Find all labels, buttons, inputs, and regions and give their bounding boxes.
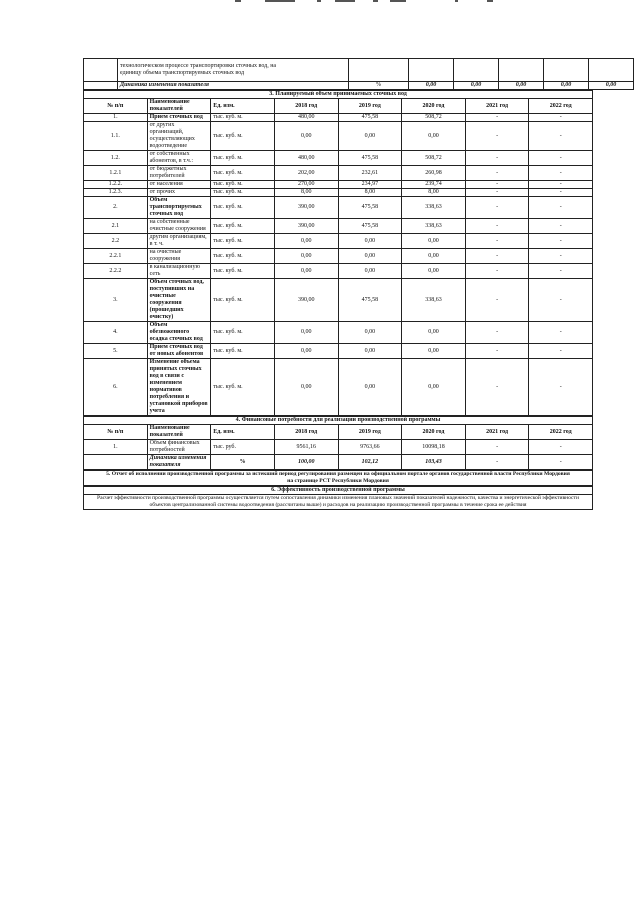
row-2022: - — [529, 181, 593, 189]
header-name: Наименование показателей — [147, 99, 211, 114]
row-2018: 390,00 — [274, 197, 338, 219]
table-row — [84, 114, 593, 122]
row-2021: - — [465, 151, 529, 166]
table-row — [84, 249, 593, 264]
row-2018: 0,00 — [274, 122, 338, 151]
header-2019: 2019 год — [338, 425, 402, 440]
row-2020: 338,63 — [402, 279, 466, 322]
row-2020: 8,00 — [402, 189, 466, 197]
row-2021: - — [465, 264, 529, 279]
row-2022: - — [529, 151, 593, 166]
row-2020: 239,74 — [402, 181, 466, 189]
row-2018: 390,00 — [274, 279, 338, 322]
row-2020: 10098,18 — [402, 440, 466, 455]
row-num: 1.2.2. — [84, 181, 148, 189]
header-2021: 2021 год — [465, 99, 529, 114]
section3-title: 3. Планируемый объем принимаемых сточных вод — [84, 91, 593, 99]
section3-rows — [84, 114, 593, 416]
header-2018: 2018 год — [274, 425, 338, 440]
row-2018: 480,00 — [274, 151, 338, 166]
table-row — [84, 344, 593, 359]
header-2018: 2018 год — [274, 99, 338, 114]
top-dyn-val: 0,00 — [454, 82, 499, 90]
row-name: Прием сточных вод — [147, 114, 211, 122]
row-2018: 480,00 — [274, 114, 338, 122]
table-row — [84, 166, 593, 181]
row-2022: - — [529, 440, 593, 455]
table-row — [84, 122, 593, 151]
header-name: Наименование показателей — [147, 425, 211, 440]
row-2021: - — [465, 122, 529, 151]
row-unit: тыс. куб. м. — [211, 344, 275, 359]
top-dyn-val: 0,00 — [589, 82, 634, 90]
section6-table — [83, 486, 593, 510]
row-2020: 508,72 — [402, 114, 466, 122]
row-2021: - — [465, 359, 529, 416]
row-2020: 338,63 — [402, 219, 466, 234]
header-2021: 2021 год — [465, 425, 529, 440]
row-unit: тыс. куб. м. — [211, 249, 275, 264]
row-num: 1. — [84, 114, 148, 122]
row-2018: 0,00 — [274, 234, 338, 249]
header-2020: 2020 год — [402, 99, 466, 114]
row-2021: - — [465, 219, 529, 234]
row-2019: 475,58 — [338, 114, 402, 122]
row-2022: - — [529, 322, 593, 344]
row-name: на собственные очистные сооружения — [147, 219, 211, 234]
row-name: от прочих — [147, 189, 211, 197]
row-2019: 475,58 — [338, 151, 402, 166]
row-unit: тыс. руб. — [211, 440, 275, 455]
row-name: Объем транспортируемых сточных вод — [147, 197, 211, 219]
row-2019: 475,58 — [338, 279, 402, 322]
row-num: 1. — [84, 440, 148, 455]
table-row — [84, 359, 593, 416]
row-2021: - — [465, 279, 529, 322]
section4-title: 4. Финансовые потребности для реализации производственной программы — [84, 417, 593, 425]
row-2018: 0,00 — [274, 359, 338, 416]
row-2020: 0,00 — [402, 344, 466, 359]
row-2021: - — [465, 189, 529, 197]
row-num: 2.2.2 — [84, 264, 148, 279]
section6-title: 6. Эффективность производственной программы — [84, 487, 593, 495]
dynamics-2018: 100,00 — [274, 455, 338, 470]
row-name: от населения — [147, 181, 211, 189]
row-2018: 390,00 — [274, 219, 338, 234]
row-name: от бюджетных потребителей — [147, 166, 211, 181]
row-2018: 0,00 — [274, 264, 338, 279]
row-2022: - — [529, 359, 593, 416]
row-2020: 0,00 — [402, 234, 466, 249]
row-num: 5. — [84, 344, 148, 359]
row-2021: - — [465, 440, 529, 455]
row-unit: тыс. куб. м. — [211, 322, 275, 344]
row-2019: 234,97 — [338, 181, 402, 189]
row-2022: - — [529, 279, 593, 322]
top-fragment-table — [83, 58, 634, 90]
row-2022: - — [529, 189, 593, 197]
row-name: от собственных абонентов, в т.ч.: — [147, 151, 211, 166]
table-row — [84, 234, 593, 249]
row-2019: 0,00 — [338, 344, 402, 359]
table-row — [84, 151, 593, 166]
row-unit: тыс. куб. м. — [211, 359, 275, 416]
row-2019: 0,00 — [338, 249, 402, 264]
table-row — [84, 189, 593, 197]
row-2022: - — [529, 344, 593, 359]
row-2021: - — [465, 322, 529, 344]
dynamics-2022: - — [529, 455, 593, 470]
header-2022: 2022 год — [529, 99, 593, 114]
row-num: 1.1. — [84, 122, 148, 151]
row-2018: 270,00 — [274, 181, 338, 189]
row-2019: 0,00 — [338, 322, 402, 344]
row-2018: 0,00 — [274, 249, 338, 264]
row-num: 2.2.1 — [84, 249, 148, 264]
row-2019: 9763,66 — [338, 440, 402, 455]
section6-text: Расчет эффективности производственной программы осуществляется путем сопоставления динамики изменения плановых значений показателей надежности, качества и энергетической эффективности объектов централизованной системы водоотведения (рассчитаны выше) и расходов на реализацию производственной программы в течение срока ее действия — [84, 495, 593, 510]
row-unit: тыс. куб. м. — [211, 219, 275, 234]
row-2021: - — [465, 197, 529, 219]
header-2020: 2020 год — [402, 425, 466, 440]
row-num: 2. — [84, 197, 148, 219]
row-2020: 0,00 — [402, 122, 466, 151]
row-num: 3. — [84, 279, 148, 322]
row-2019: 232,61 — [338, 166, 402, 181]
row-unit: тыс. куб. м. — [211, 197, 275, 219]
row-unit: тыс. куб. м. — [211, 189, 275, 197]
row-num: 1.2.1 — [84, 166, 148, 181]
dynamics-2020: 103,43 — [402, 455, 466, 470]
row-num: 4. — [84, 322, 148, 344]
row-name: другим организациям, в т. ч. — [147, 234, 211, 249]
table-row — [84, 219, 593, 234]
section5-table — [83, 470, 593, 486]
table-row — [84, 322, 593, 344]
section3-table — [83, 90, 593, 416]
row-2022: - — [529, 219, 593, 234]
row-2020: 0,00 — [402, 322, 466, 344]
table-row — [84, 197, 593, 219]
top-dynamics-unit: % — [349, 82, 409, 90]
section4-table — [83, 416, 593, 470]
row-name: Объем обезвоженного осадка сточных вод — [147, 322, 211, 344]
row-name: от других организаций, осуществляющих водоотведение — [147, 122, 211, 151]
row-2018: 0,00 — [274, 344, 338, 359]
table-row — [84, 279, 593, 322]
scan-artifacts — [225, 0, 525, 4]
row-2018: 0,00 — [274, 322, 338, 344]
row-name: на очистные сооружения — [147, 249, 211, 264]
row-2020: 338,63 — [402, 197, 466, 219]
row-unit: тыс. куб. м. — [211, 279, 275, 322]
row-2019: 0,00 — [338, 122, 402, 151]
row-unit: тыс. куб. м. — [211, 264, 275, 279]
header-2019: 2019 год — [338, 99, 402, 114]
row-2019: 8,00 — [338, 189, 402, 197]
header-unit: Ед. изм. — [211, 99, 275, 114]
row-2021: - — [465, 234, 529, 249]
dynamics-name: Динамика изменения показателя — [147, 455, 211, 470]
row-unit: тыс. куб. м. — [211, 114, 275, 122]
row-name: Объем финансовых потребностей — [147, 440, 211, 455]
row-num: 6. — [84, 359, 148, 416]
row-2021: - — [465, 344, 529, 359]
dynamics-2019: 102,12 — [338, 455, 402, 470]
row-2022: - — [529, 264, 593, 279]
row-2022: - — [529, 197, 593, 219]
row-num: 2.2 — [84, 234, 148, 249]
top-intro-line1: технологическом процессе транспортировки сточных вод, на — [120, 63, 277, 69]
row-2020: 0,00 — [402, 359, 466, 416]
section5-text: 5. Отчет об исполнении производственной программы за истекший период регулирования размещен на официальном портале органов государственной власти Республики Мордовия на странице РСТ Республики Мордовия — [84, 471, 593, 486]
row-num: 1.2.3. — [84, 189, 148, 197]
row-name: Прием сточных вод от новых абонентов — [147, 344, 211, 359]
dynamics-2021: - — [465, 455, 529, 470]
row-name: в канализационную сеть — [147, 264, 211, 279]
row-unit: тыс. куб. м. — [211, 122, 275, 151]
top-dyn-val: 0,00 — [499, 82, 544, 90]
row-2021: - — [465, 181, 529, 189]
row-2021: - — [465, 249, 529, 264]
row-2020: 0,00 — [402, 249, 466, 264]
table-row — [84, 455, 593, 470]
row-2018: 202,00 — [274, 166, 338, 181]
row-2022: - — [529, 122, 593, 151]
header-unit: Ед. изм. — [211, 425, 275, 440]
header-num: № п/п — [84, 99, 148, 114]
document-page — [83, 58, 617, 510]
row-2020: 0,00 — [402, 264, 466, 279]
header-2022: 2022 год — [529, 425, 593, 440]
row-unit: тыс. куб. м. — [211, 166, 275, 181]
header-num: № п/п — [84, 425, 148, 440]
row-unit: тыс. куб. м. — [211, 234, 275, 249]
top-dyn-val: 0,00 — [409, 82, 454, 90]
top-intro-cell — [118, 59, 349, 82]
table-row — [84, 181, 593, 189]
row-2018: 9561,16 — [274, 440, 338, 455]
row-2022: - — [529, 234, 593, 249]
row-2019: 0,00 — [338, 264, 402, 279]
top-dynamics-label: Динамика изменения показателя — [118, 82, 349, 90]
row-name: Изменение объема принятых сточных вод в связи с изменением нормативов потребления и установкой приборов учета — [147, 359, 211, 416]
row-2022: - — [529, 114, 593, 122]
row-2020: 508,72 — [402, 151, 466, 166]
row-2022: - — [529, 166, 593, 181]
row-2022: - — [529, 249, 593, 264]
row-2019: 0,00 — [338, 234, 402, 249]
row-2019: 475,58 — [338, 219, 402, 234]
row-2020: 260,98 — [402, 166, 466, 181]
top-intro-line2: единицу объема транспортируемых сточных вод — [120, 70, 245, 76]
row-num: 2.1 — [84, 219, 148, 234]
top-empty-num — [84, 59, 118, 82]
row-2021: - — [465, 114, 529, 122]
row-2019: 0,00 — [338, 359, 402, 416]
row-2018: 8,00 — [274, 189, 338, 197]
top-dyn-val: 0,00 — [544, 82, 589, 90]
row-unit: тыс. куб. м. — [211, 181, 275, 189]
table-row — [84, 264, 593, 279]
row-2021: - — [465, 166, 529, 181]
row-unit: тыс. куб. м. — [211, 151, 275, 166]
row-name: Объем сточных вод, поступивших на очистные сооружения (прошедших очистку) — [147, 279, 211, 322]
table-row — [84, 440, 593, 455]
row-num: 1.2. — [84, 151, 148, 166]
row-2019: 475,58 — [338, 197, 402, 219]
dynamics-unit: % — [211, 455, 275, 470]
